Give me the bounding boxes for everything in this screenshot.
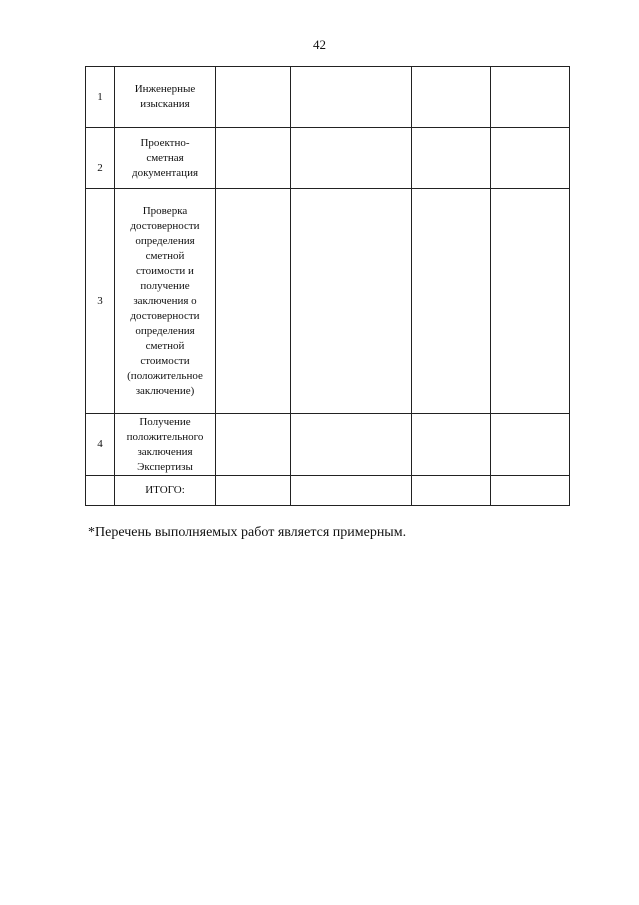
work-name-line: документация (131, 166, 199, 179)
table-row (86, 67, 570, 128)
empty-cell (291, 128, 412, 189)
work-name-line: заключения о (133, 294, 197, 307)
work-name-line: (положительное (127, 369, 203, 382)
empty-cell (491, 67, 570, 128)
empty-cell (86, 476, 115, 506)
row-number: 1 (86, 67, 115, 128)
row-number: 3 (86, 189, 115, 414)
work-name-line: Получение (139, 415, 191, 428)
table-row (86, 128, 570, 189)
empty-cell (291, 476, 412, 506)
work-name-line: Экспертизы (137, 460, 193, 473)
total-label: ИТОГО: (115, 476, 216, 506)
work-name-line: заключение) (135, 384, 195, 397)
empty-cell (412, 128, 491, 189)
empty-cell (216, 414, 291, 476)
empty-cell (216, 476, 291, 506)
table-row-total (86, 476, 570, 506)
footnote: *Перечень выполняемых работ является примерным. (88, 525, 407, 540)
work-name-line: положительного (126, 430, 204, 443)
empty-cell (491, 189, 570, 414)
table-row (86, 189, 570, 414)
work-name-line: Инженерные (134, 83, 196, 95)
empty-cell (216, 67, 291, 128)
work-name-line: получение (140, 279, 190, 292)
work-name-line: Проверка (142, 204, 188, 217)
work-name-line: заключения (137, 445, 193, 458)
work-name-line: сметной (145, 249, 185, 262)
empty-cell (291, 67, 412, 128)
row-number: 2 (86, 128, 115, 189)
work-name-line: изыскания (140, 98, 190, 110)
works-table (85, 66, 570, 506)
empty-cell (291, 414, 412, 476)
empty-cell (491, 476, 570, 506)
work-name-line: определения (135, 234, 195, 247)
work-name (115, 67, 216, 128)
work-name-line: Проектно- (140, 136, 190, 149)
empty-cell (291, 189, 412, 414)
empty-cell (491, 414, 570, 476)
table-row (86, 414, 570, 476)
row-number: 4 (86, 414, 115, 476)
work-name (115, 189, 216, 414)
empty-cell (412, 189, 491, 414)
empty-cell (491, 128, 570, 189)
work-name-line: определения (135, 324, 195, 337)
work-name-line: достоверности (130, 219, 200, 232)
empty-cell (412, 414, 491, 476)
empty-cell (412, 476, 491, 506)
work-name-line: стоимости (140, 354, 190, 367)
page-number: 42 (313, 37, 326, 52)
empty-cell (412, 67, 491, 128)
empty-cell (216, 128, 291, 189)
work-name-line: сметной (145, 339, 185, 352)
work-name-line: стоимости и (136, 264, 194, 277)
empty-cell (216, 189, 291, 414)
work-name (115, 128, 216, 189)
work-name-line: сметная (146, 151, 184, 164)
work-name (115, 414, 216, 476)
work-name-line: достоверности (130, 309, 200, 322)
